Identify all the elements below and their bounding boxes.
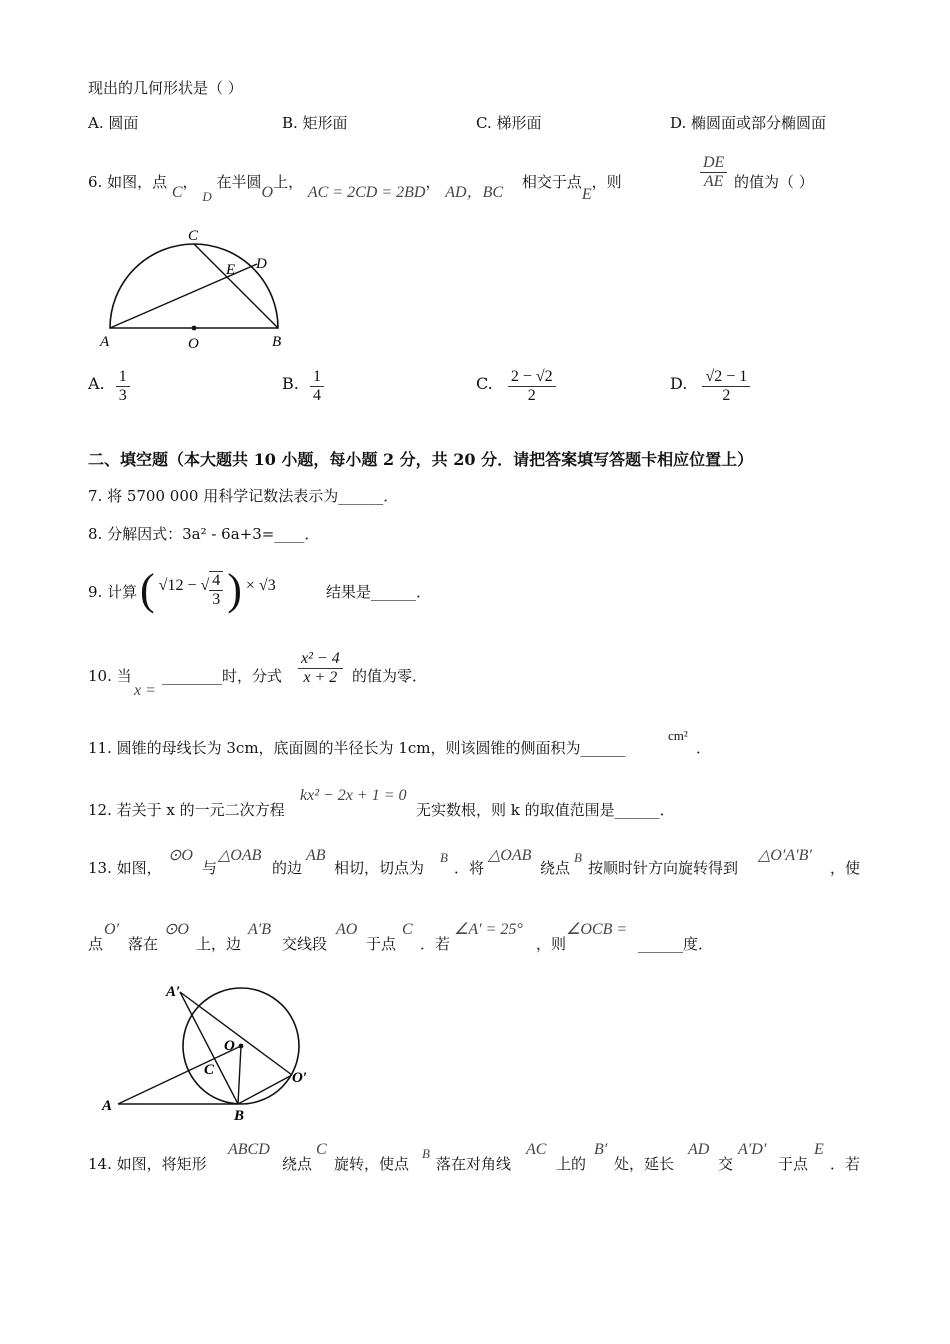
segment-ob <box>238 1046 241 1104</box>
q14-on-diagonal: 落在对角线 <box>436 1155 512 1173</box>
q13-triangle-oab-2: △OAB <box>488 847 532 864</box>
q10-mid: 时，分式 <box>222 667 283 685</box>
q8-text: 8. 分解因式：3a² - 6a+3=____． <box>88 525 320 543</box>
q13-so-that: ，使 <box>830 859 861 877</box>
q9-sqrt12: √12 <box>158 577 184 594</box>
q6-comma: ， <box>182 173 198 191</box>
q13-circle-o-2: ⊙O <box>164 921 189 938</box>
segment-a-prime-o-prime <box>180 992 292 1075</box>
q6-option-a-num: 1 <box>118 368 127 385</box>
q13-triangle-prime: △O′A′B′ <box>758 847 812 864</box>
q13-angle-a-prime: ∠A′ = 25° <box>454 921 523 938</box>
q13-a-prime-b: A′B <box>248 921 272 938</box>
q13-tangent: 相切，切点为 <box>334 859 425 877</box>
q6-option-c-den: 2 <box>508 386 556 405</box>
q13-rotate-lead: ．将 <box>454 859 485 877</box>
q14-ac: AC <box>526 1141 547 1158</box>
q14-prefix: 14. 如图，将矩形 <box>88 1155 207 1173</box>
label-c: C <box>204 1062 215 1078</box>
q13-side: 的边 <box>272 859 303 877</box>
q10-prefix: 10. 当 <box>88 667 132 685</box>
q13-angle-ocb: ∠OCB = <box>566 921 628 938</box>
q5-option-b: B. 矩形面 <box>282 114 348 132</box>
q6-option-a-label: A. <box>88 374 105 393</box>
q13-answer-blank: ______度． <box>638 935 714 953</box>
q14-ad: AD <box>688 1141 710 1158</box>
q6-option-c <box>476 368 556 405</box>
q13-rotation-text: 按顺时针方向旋转得到 <box>588 859 739 877</box>
q6-option-d <box>670 368 750 405</box>
q11-unit: cm² <box>668 728 688 743</box>
q10-frac-num: x² − 4 <box>298 650 343 669</box>
q13-edge: 上，边 <box>196 935 242 953</box>
q14-meet: 交 <box>718 1155 734 1173</box>
q10-x-eq-text: x = <box>134 682 156 699</box>
q13-falls-on: 落在 <box>128 935 159 953</box>
q6-option-a-den: 3 <box>116 386 130 405</box>
q6-frac-den: AE <box>703 173 724 190</box>
q10-suffix: 的值为零． <box>352 667 428 685</box>
q14-point-e: E <box>814 1141 824 1158</box>
label-o-prime: O′ <box>292 1070 308 1086</box>
center-o-dot <box>239 1044 244 1049</box>
q13-l2-point: 点 <box>88 935 104 953</box>
q10-frac-den: x + 2 <box>303 669 338 686</box>
label-o: O <box>224 1038 235 1054</box>
label-b: B <box>272 334 282 350</box>
q6-option-b-label: B. <box>282 374 299 393</box>
q13-point-c: C <box>402 921 413 938</box>
q12-suffix: 无实数根，则 k 的取值范围是______． <box>416 801 675 819</box>
q14-a-prime-d-prime: A′D′ <box>738 1141 767 1158</box>
q7-text: 7. 将 5700 000 用科学记数法表示为______． <box>88 487 399 505</box>
q14-around: 绕点 <box>282 1155 313 1173</box>
q14-b-prime: B′ <box>594 1141 608 1158</box>
q13-if: ．若 <box>420 935 451 953</box>
label-b: B <box>234 1108 245 1124</box>
label-a-prime: A′ <box>166 984 181 1000</box>
q13-o-prime: O′ <box>104 921 120 938</box>
q6-point-d: D <box>202 189 212 204</box>
semicircle-outline <box>110 244 278 328</box>
q9-frac-num: 4 <box>209 572 223 591</box>
q6-value-of: 的值为（ ） <box>734 173 814 191</box>
q14-if: ．若 <box>830 1155 861 1173</box>
q6-point-e: E <box>581 186 592 203</box>
q6-semicircle-figure <box>96 222 296 352</box>
q6-option-b-den: 4 <box>310 386 324 405</box>
q6-option-d-num: √2 − 1 <box>705 368 748 385</box>
q6-point-c: C <box>171 184 183 201</box>
q10-fraction <box>298 650 343 687</box>
q6-comma2: ， <box>425 173 441 191</box>
center-point-o <box>192 326 197 331</box>
q12-equation: kx² − 2x + 1 = 0 <box>300 787 407 804</box>
q11-end: ． <box>696 739 712 757</box>
q13-triangle-oab: △OAB <box>218 847 262 864</box>
q12-prefix: 12. 若关于 x 的一元二次方程 <box>88 801 285 819</box>
q13-ao: AO <box>336 921 358 938</box>
q14-upon: 上的 <box>556 1155 587 1173</box>
q5-option-d: D. 椭圆面或部分椭圆面 <box>670 114 827 132</box>
q6-option-c-num: 2 − √2 <box>510 368 553 385</box>
q13-ab: AB <box>306 847 326 864</box>
q14-rotate: 旋转，使点 <box>334 1155 410 1173</box>
q11-text: 11. 圆锥的母线长为 3cm，底面圆的半径长为 1cm，则该圆锥的侧面积为______ <box>88 739 626 757</box>
q9-times: × √3 <box>245 577 276 594</box>
q6-frac-num: DE <box>700 154 727 173</box>
q10-blank-text: ________ <box>162 667 222 685</box>
q6-up: 上， <box>273 173 304 191</box>
q9-suffix: 结果是______． <box>326 583 432 601</box>
q6-option-d-label: D. <box>670 374 688 393</box>
q10-x-eq <box>134 680 156 701</box>
q6-arc-equation: AC = 2CD = 2BD <box>307 184 426 201</box>
q14-at-point: 于点 <box>778 1155 809 1173</box>
q9-expression: ( √12 − √ $\frac{4}{3}$ ) × √3 <box>140 565 276 614</box>
q13-at-point: 于点 <box>366 935 397 953</box>
q10-blank <box>162 666 282 686</box>
q5-option-a: A. 圆面 <box>88 114 139 132</box>
q6-option-a <box>88 368 130 405</box>
section-2-title: 二、填空题（本大题共 10 小题，每小题 2 分，共 20 分．请把答案填写答题卡相应位置上） <box>88 450 754 469</box>
q13-point-b-2: B <box>574 850 582 865</box>
q13-circle-o: ⊙O <box>168 847 193 864</box>
q6-option-b <box>282 368 324 405</box>
q6-option-c-label: C. <box>476 374 493 393</box>
q13-rotation-figure <box>96 978 326 1124</box>
label-a: A <box>102 1098 113 1114</box>
q6-point-o: O <box>261 184 274 201</box>
q9-prefix: 9. 计算 <box>88 583 138 601</box>
q6-option-d-den: 2 <box>702 386 750 405</box>
q13-with: 与 <box>202 859 218 877</box>
q14-point-c: C <box>316 1141 327 1158</box>
q6-option-b-num: 1 <box>312 368 321 385</box>
q6-lines-ad-bc: AD，BC <box>445 184 504 201</box>
q6-on-semicircle: 在半圆 <box>216 173 262 191</box>
q6-stem <box>88 172 622 204</box>
label-a: A <box>100 334 110 350</box>
q6-fraction <box>700 154 727 191</box>
q6-then: ，则 <box>591 173 622 191</box>
q14-point-b: B <box>422 1146 430 1161</box>
label-e: E <box>226 262 236 278</box>
q5-option-c: C. 梯形面 <box>476 114 542 132</box>
label-d: D <box>256 256 267 272</box>
q13-l1-prefix: 13. 如图， <box>88 859 162 877</box>
q6-prefix: 6. 如图，点 <box>88 173 168 191</box>
q9-minus: − <box>187 577 197 594</box>
q13-around: 绕点 <box>540 859 571 877</box>
q6-intersect: 相交于点 <box>521 173 582 191</box>
q13-point-b: B <box>440 850 448 865</box>
label-c: C <box>188 228 199 244</box>
q14-abcd: ABCD <box>228 1141 270 1158</box>
q5-stem-end: 现出的几何形状是（ ） <box>88 79 243 97</box>
label-o: O <box>188 336 199 352</box>
q14-extend: 处，延长 <box>614 1155 675 1173</box>
q13-then: ，则 <box>536 935 567 953</box>
q13-meets-segment: 交线段 <box>282 935 328 953</box>
q9-frac-den: 3 <box>212 591 221 609</box>
